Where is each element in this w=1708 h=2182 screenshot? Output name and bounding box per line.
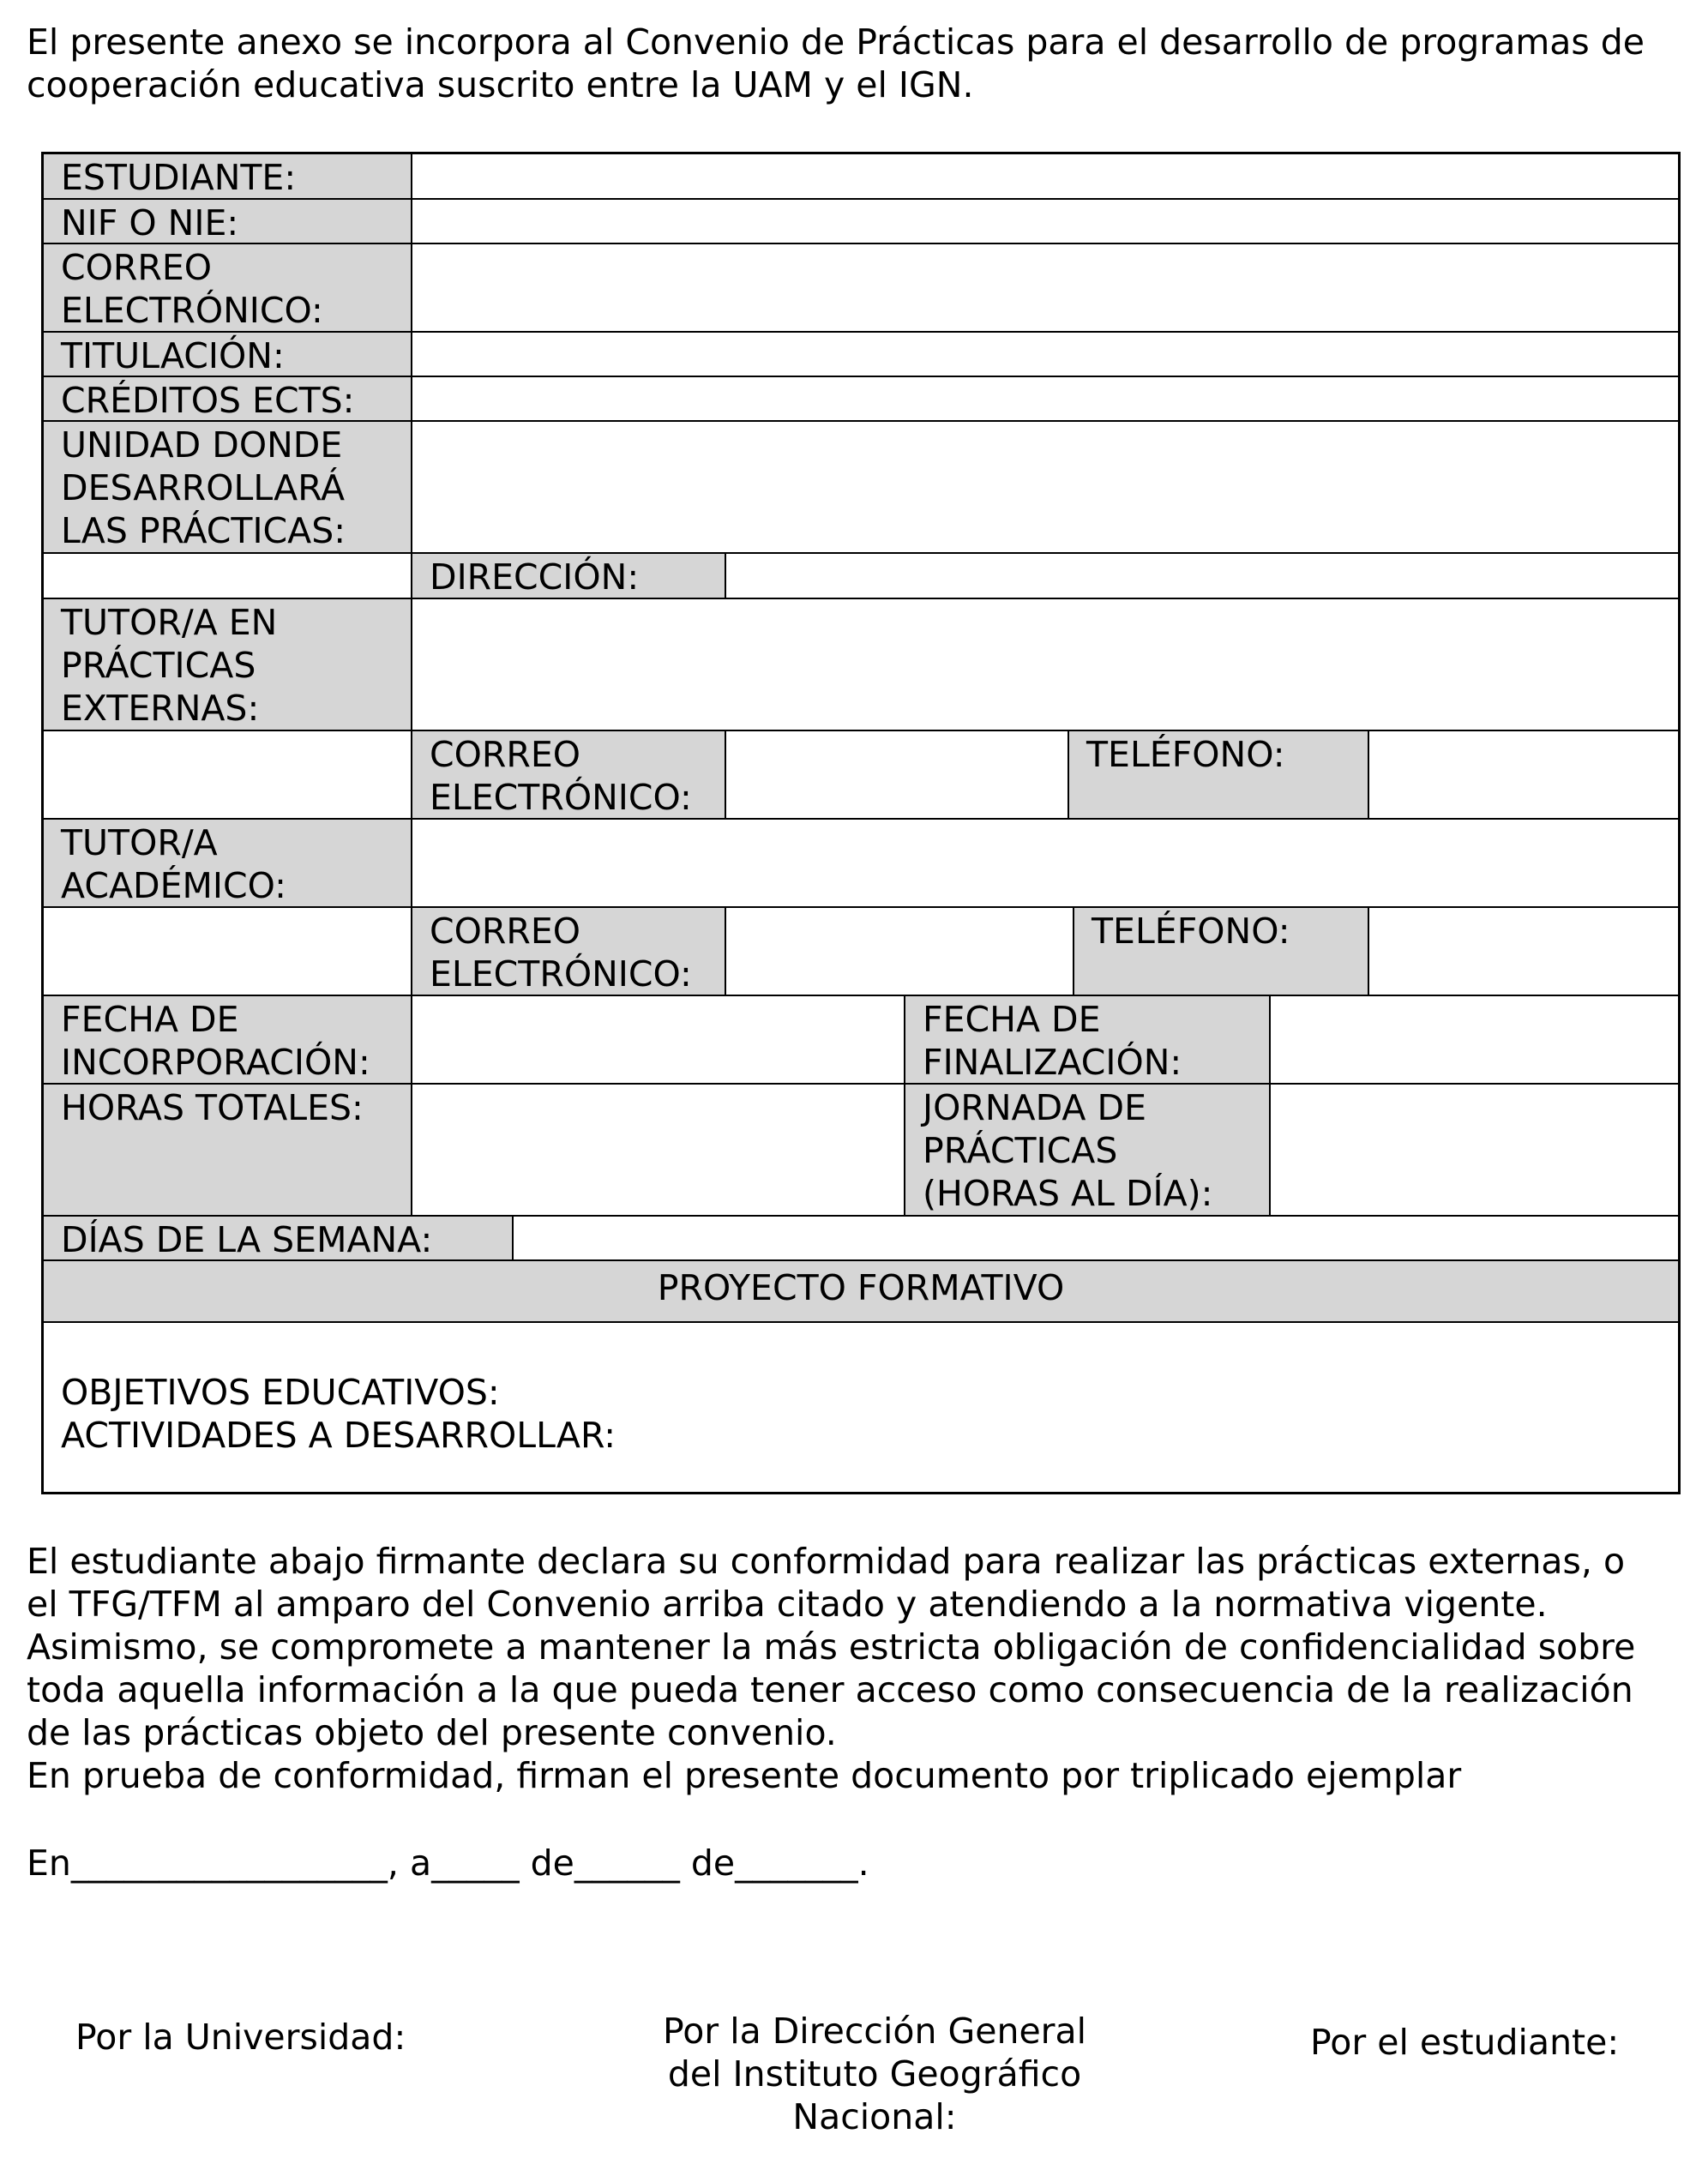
label-tutor-academico: TUTOR/A ACADÉMICO: [43,819,412,907]
label-tutor-externo: TUTOR/A EN PRÁCTICAS EXTERNAS: [43,598,412,730]
field-estudiante[interactable] [412,153,1679,199]
label-horas-totales: HORAS TOTALES: [43,1084,412,1216]
field-creditos[interactable] [412,376,1679,421]
field-tutor-academico-correo[interactable] [725,907,1074,995]
label-tutor-academico-correo: CORREO ELECTRÓNICO: [412,907,725,995]
declaration-paragraph [27,1540,1686,1797]
field-titulacion[interactable] [412,332,1679,376]
field-dias-semana[interactable] [513,1216,1679,1260]
declaration-line: de las prácticas objeto del presente convenio. [27,1712,837,1753]
empty-cell [43,907,412,995]
empty-cell [43,730,412,819]
field-unidad[interactable] [412,421,1679,553]
declaration-line: el TFG/TFM al amparo del Convenio arriba citado y atendiendo a la normativa vigente. [27,1584,1548,1625]
label-dias-semana: DÍAS DE LA SEMANA: [43,1216,513,1260]
intro-paragraph [27,21,1686,106]
label-fecha-incorporacion: FECHA DE INCORPORACIÓN: [43,995,412,1084]
declaration-line: toda aquella información a la que pueda tener acceso como consecuencia de la realización [27,1669,1633,1710]
label-correo: CORREO ELECTRÓNICO: [43,243,412,332]
field-tutor-externo-telefono[interactable] [1368,730,1679,819]
field-tutor-externo[interactable] [412,598,1679,730]
field-direccion[interactable] [725,553,1679,598]
signature-estudiante: Por el estudiante: [1310,2022,1620,2063]
section-proyecto-formativo: PROYECTO FORMATIVO [43,1260,1679,1322]
field-tutor-academico[interactable] [412,819,1679,907]
label-tutor-externo-telefono: TELÉFONO: [1068,730,1368,819]
field-tutor-externo-correo[interactable] [725,730,1068,819]
empty-cell [43,553,412,598]
field-nif[interactable] [412,199,1679,243]
label-actividades: ACTIVIDADES A DESARROLLAR: [61,1415,616,1456]
annex-form-table [41,152,1681,1494]
intro-line: cooperación educativa suscrito entre la UAM y el IGN. [27,64,974,105]
declaration-line: El estudiante abajo firmante declara su conformidad para realizar las prácticas externas, o [27,1541,1626,1582]
label-objetivos: OBJETIVOS EDUCATIVOS: [61,1372,500,1413]
field-correo[interactable] [412,243,1679,332]
label-fecha-finalizacion: FECHA DE FINALIZACIÓN: [905,995,1270,1084]
label-direccion: DIRECCIÓN: [412,553,725,598]
label-nif: NIF O NIE: [43,199,412,243]
field-fecha-incorporacion[interactable] [412,995,905,1084]
label-unidad: UNIDAD DONDE DESARROLLARÁ LAS PRÁCTICAS: [43,421,412,553]
field-horas-totales[interactable] [412,1084,905,1216]
place-date-line: En__________________, a_____ de______ de_______. [27,1842,869,1884]
field-jornada[interactable] [1270,1084,1679,1216]
declaration-line: En prueba de conformidad, firman el presente documento por triplicado ejemplar [27,1755,1462,1796]
field-proyecto-detalle[interactable] [43,1322,1679,1493]
label-tutor-academico-telefono: TELÉFONO: [1074,907,1368,995]
label-estudiante: ESTUDIANTE: [43,153,412,199]
declaration-line: Asimismo, se compromete a mantener la más estricta obligación de confidencialidad sobre [27,1626,1636,1668]
signature-universidad: Por la Universidad: [75,2017,406,2058]
label-jornada: JORNADA DE PRÁCTICAS (HORAS AL DÍA): [905,1084,1270,1216]
label-titulacion: TITULACIÓN: [43,332,412,376]
label-tutor-externo-correo: CORREO ELECTRÓNICO: [412,730,725,819]
field-tutor-academico-telefono[interactable] [1368,907,1679,995]
label-creditos: CRÉDITOS ECTS: [43,376,412,421]
intro-line: El presente anexo se incorpora al Convenio de Prácticas para el desarrollo de programas de [27,21,1645,63]
field-fecha-finalizacion[interactable] [1270,995,1679,1084]
signature-ign: Por la Dirección General del Instituto Geográfico Nacional: [662,2011,1087,2137]
